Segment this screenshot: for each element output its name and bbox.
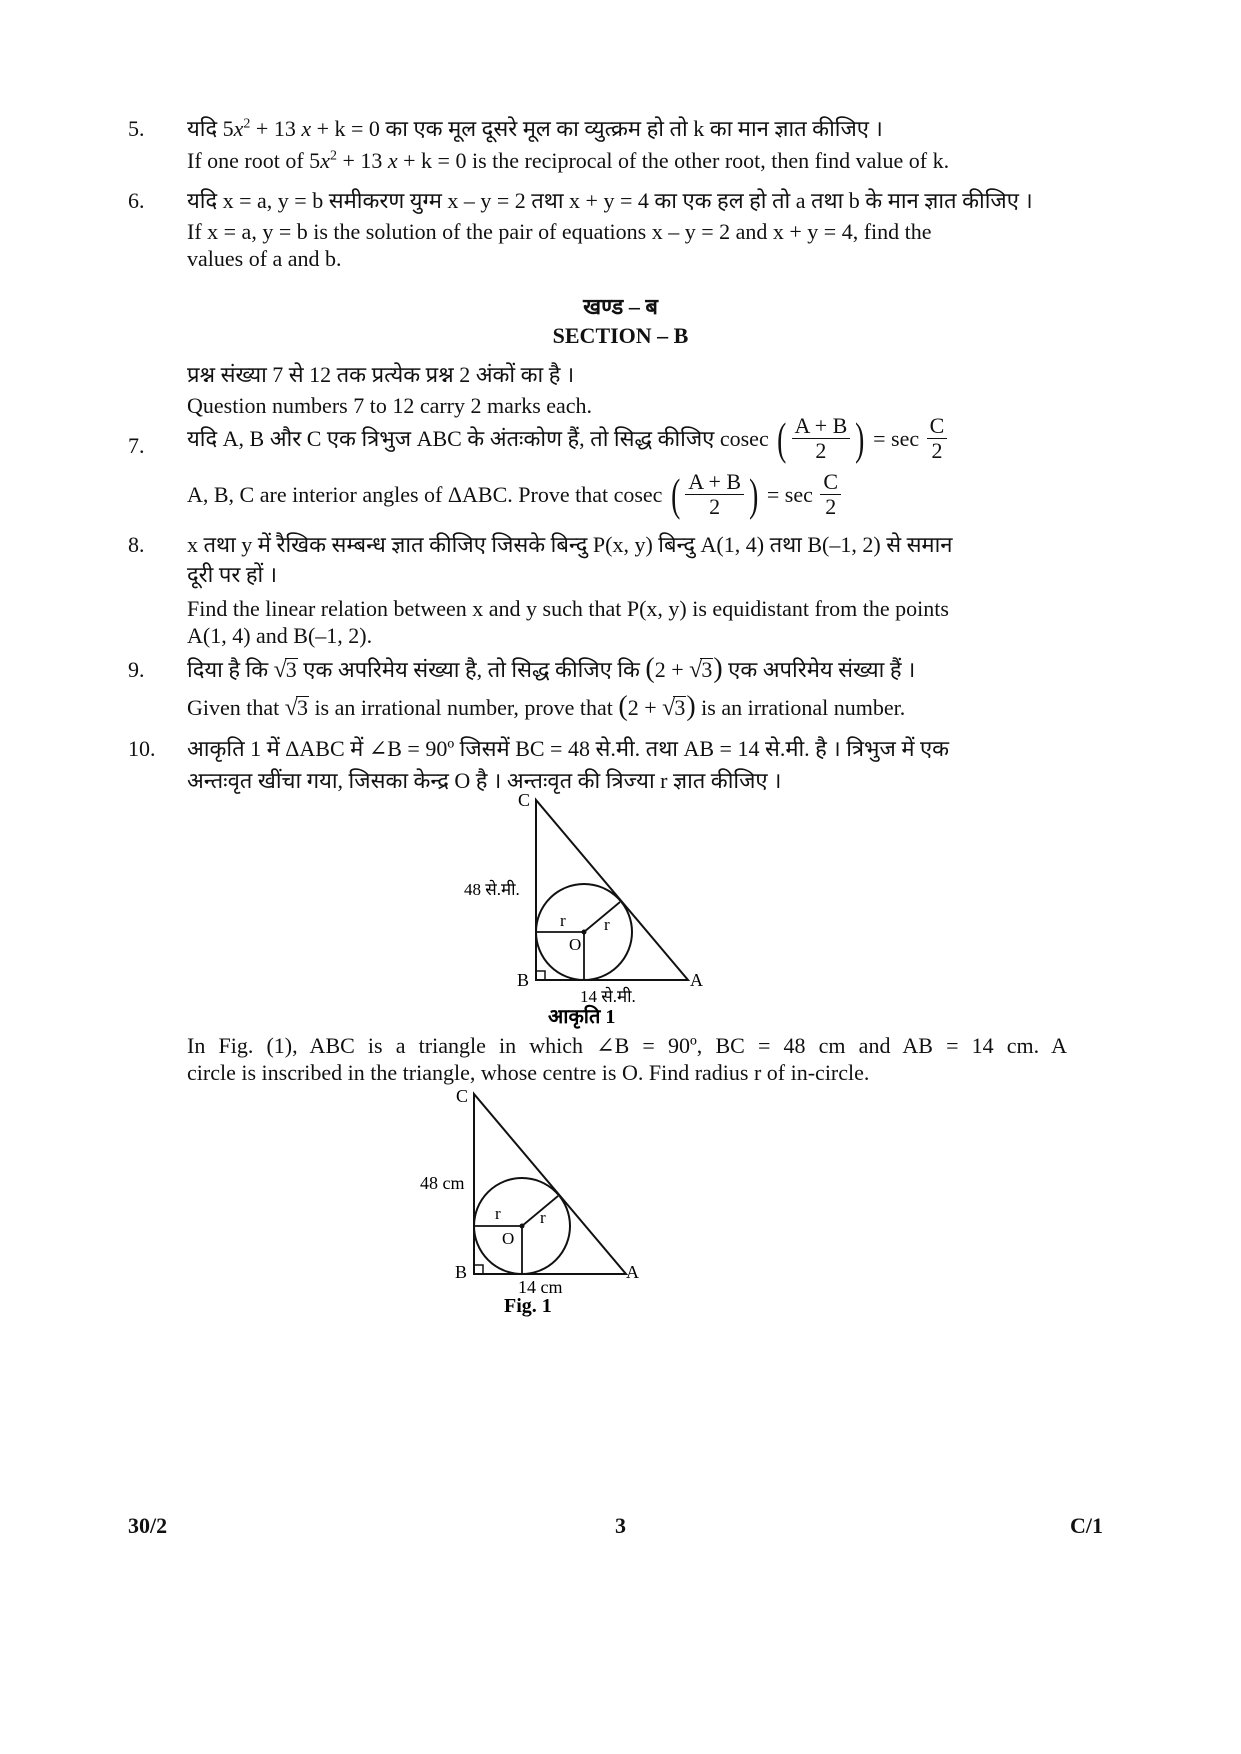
vertex-b-label: B xyxy=(517,970,530,990)
q8-hindi-line2: दूरी पर हों । xyxy=(187,562,278,587)
vertex-c-label: C xyxy=(518,790,531,810)
fraction: $\frac{A + B}{2}$ xyxy=(685,470,744,519)
side-bc-label: 48 से.मी. xyxy=(464,880,520,899)
question-9 xyxy=(187,655,1067,722)
question-8 xyxy=(187,531,1067,649)
q10-hindi-line1: आकृति 1 में ΔABC में ∠B = 90º जिसमें BC = 48 से.मी. तथा AB = 14 से.मी. है । त्रिभुज में एक xyxy=(187,736,950,761)
q9-hindi: दिया है कि √3 एक अपरिमेय संख्या है, तो सिद्ध कीजिए कि (2 + √3) एक अपरिमेय संख्या हैं । xyxy=(187,653,916,684)
q5-hindi: यदि $5x^2 + 13$ x + k = 0 का एक मूल दूसरे मूल का व्युत्क्रम हो तो k का मान ज्ञात कीजिए । xyxy=(187,116,883,141)
centre-label: O xyxy=(502,1229,515,1248)
page-number: 3 xyxy=(615,1513,626,1538)
centre-label: O xyxy=(569,935,582,954)
side-ab-label: 14 cm xyxy=(518,1277,563,1297)
question-number: 9. xyxy=(128,657,145,682)
question-10-english xyxy=(187,1032,1067,1086)
vertex-b-label: B xyxy=(455,1262,468,1282)
q7-hindi: यदि A, B और C एक त्रिभुज ABC के अंतःकोण हैं, तो सिद्ध कीजिए cosec ( $\frac{A + B}{2}$ ) = sec $\frac{C}{2}$ xyxy=(187,414,1067,466)
q10-english-line2: circle is inscribed in the triangle, whose centre is O. Find radius r of in-circle. xyxy=(187,1060,870,1085)
side-bc-label: 48 cm xyxy=(420,1173,465,1193)
right-angle-mark xyxy=(536,971,545,980)
q6-english-line1: If x = a, y = b is the solution of the pair of equations x – y = 2 and x + y = 4, find the xyxy=(187,219,932,244)
centre-point xyxy=(520,1224,525,1229)
question-number: 7. xyxy=(128,433,145,458)
q8-hindi-line1: x तथा y में रैखिक सम्बन्ध ज्ञात कीजिए जिसके बिन्दु P(x, y) बिन्दु A(1, 4) तथा B(–1, 2) से समान xyxy=(187,532,953,557)
question-7 xyxy=(187,414,1067,522)
vertex-a-label: A xyxy=(626,1262,639,1282)
q9-english: Given that √3 is an irrational number, prove that (2 + √3) is an irrational number. xyxy=(187,691,906,722)
centre-point xyxy=(582,930,587,935)
question-5 xyxy=(187,115,1067,174)
question-number: 10. xyxy=(128,736,156,761)
q10-hindi-line2: अन्तःवृत खींचा गया, जिसका केन्द्र O है । अन्तःवृत की त्रिज्या r ज्ञात कीजिए । xyxy=(187,768,782,793)
radius-label: r xyxy=(604,915,610,934)
paper-code: 30/2 xyxy=(128,1513,168,1538)
figure-caption: आकृति 1 xyxy=(548,1006,616,1028)
radius-label: r xyxy=(495,1204,501,1223)
question-number: 5. xyxy=(128,116,145,141)
instructions-hindi: प्रश्न संख्या 7 से 12 तक प्रत्येक प्रश्न 2 अंकों का है । xyxy=(187,362,575,387)
q6-hindi: यदि x = a, y = b समीकरण युग्म x – y = 2 तथा x + y = 4 का एक हल हो तो a तथा b के मान ज्ञात कीजिए । xyxy=(187,188,1033,213)
q8-english-line2: A(1, 4) and B(–1, 2). xyxy=(187,623,373,648)
side-ab-label: 14 से.मी. xyxy=(580,987,636,1006)
instructions-english: Question numbers 7 to 12 carry 2 marks each. xyxy=(187,393,593,418)
figure-1-english xyxy=(420,1082,760,1322)
q7-english: A, B, C are interior angles of ΔABC. Prove that cosec ( $\frac{A + B}{2}$ ) = sec $\frac{C}{2}$ xyxy=(187,470,1067,522)
set-code: C/1 xyxy=(1070,1513,1103,1538)
figure-caption: Fig. 1 xyxy=(504,1295,552,1317)
question-number: 8. xyxy=(128,532,145,557)
question-10-hindi xyxy=(187,735,1067,794)
right-angle-mark xyxy=(474,1265,483,1274)
section-instructions xyxy=(187,361,1067,419)
fraction: $\frac{C}{2}$ xyxy=(927,414,948,463)
section-title: SECTION – B xyxy=(552,323,689,348)
fraction: $\frac{A + B}{2}$ xyxy=(792,414,851,463)
q6-english-line2: values of a and b. xyxy=(187,246,342,271)
q5-english: If one root of $5x^2 + 13$ x + k = 0 is the reciprocal of the other root, then find value of k. xyxy=(187,148,950,173)
radius-line xyxy=(584,902,620,932)
q10-english-line1: In Fig. (1), ABC is a triangle in which ∠B = 90º, BC = 48 cm and AB = 14 cm. A xyxy=(187,1033,1067,1058)
question-6 xyxy=(187,187,1067,272)
question-number: 6. xyxy=(128,188,145,213)
vertex-a-label: A xyxy=(690,970,703,990)
fraction: $\frac{C}{2}$ xyxy=(820,470,841,519)
section-title-hindi: खण्ड – ब xyxy=(583,294,658,319)
vertex-c-label: C xyxy=(456,1086,469,1106)
q8-english-line1: Find the linear relation between x and y such that P(x, y) is equidistant from the points xyxy=(187,596,949,621)
radius-label: r xyxy=(560,911,566,930)
radius-label: r xyxy=(540,1208,546,1227)
figure-1-hindi xyxy=(440,790,760,1045)
